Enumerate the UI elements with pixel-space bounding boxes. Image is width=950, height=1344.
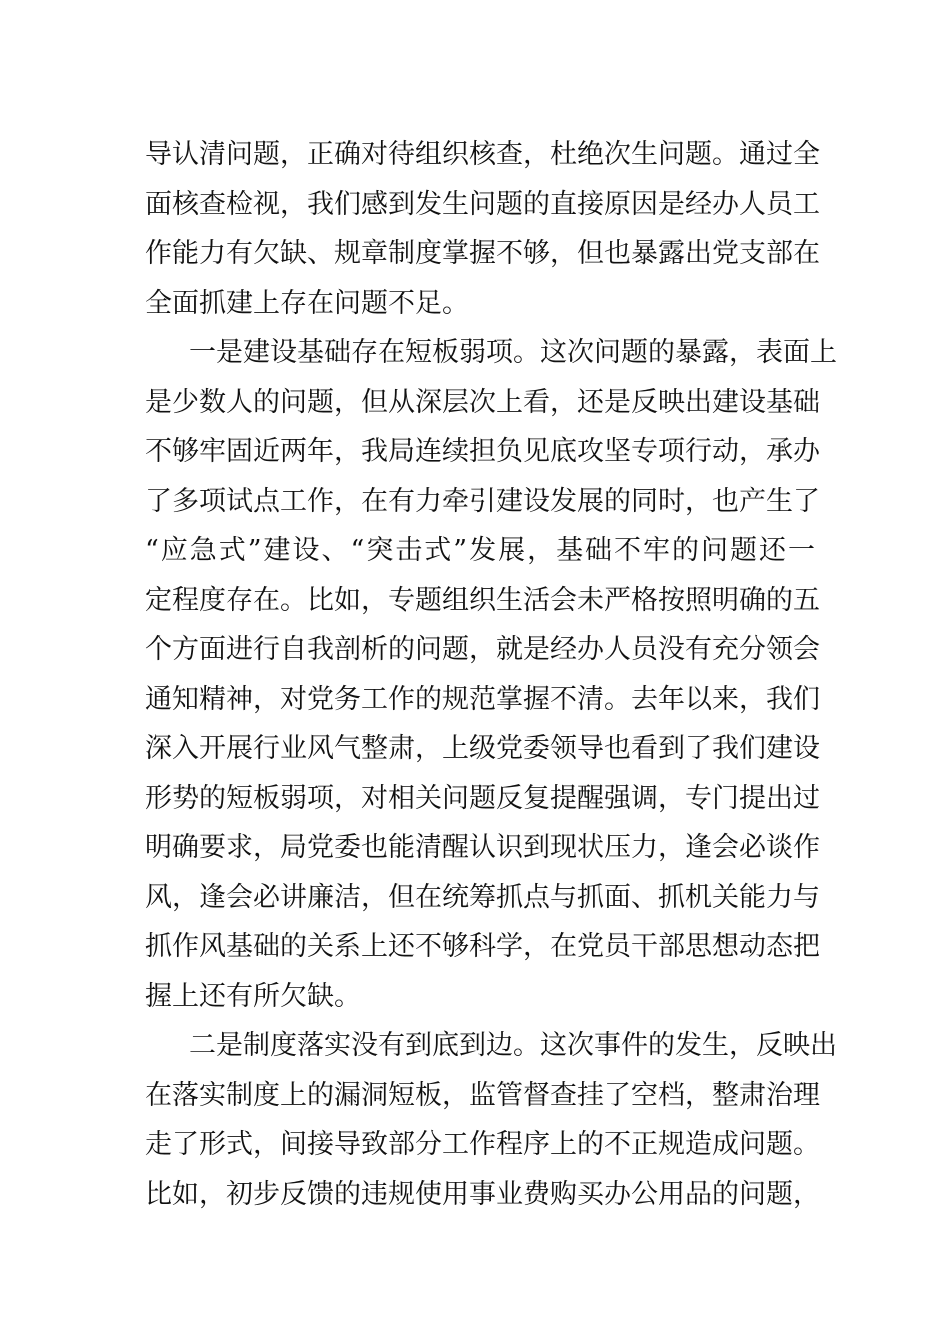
text-line: 深入开展行业风气整肃，上级党委领导也看到了我们建设: [145, 733, 820, 764]
text-line: 全面抓建上存在问题不足。: [145, 287, 469, 319]
text-line: “应急式”建设、“突击式”发展，基础不牢的问题还一: [145, 535, 815, 566]
text-line: 明确要求，局党委也能清醒认识到现状压力，逢会必谈作: [145, 832, 820, 863]
text-line: 不够牢固近两年，我局连续担负见底攻坚专项行动，承办: [145, 436, 820, 467]
text-line: 是少数人的问题，但从深层次上看，还是反映出建设基础: [145, 386, 820, 418]
body-text: [145, 130, 837, 1219]
text-line: 走了形式，间接导致部分工作程序上的不正规造成问题。: [145, 1129, 820, 1160]
text-line: 比如，初步反馈的违规使用事业费购买办公用品的问题，: [145, 1178, 820, 1210]
text-line: 作能力有欠缺、规章制度掌握不够，但也暴露出党支部在: [145, 238, 820, 269]
text-line: 风，逢会必讲廉洁，但在统筹抓点与抓面、抓机关能力与: [145, 881, 820, 913]
paragraph-start-line: 二是制度落实没有到底到边。这次事件的发生，反映出: [189, 1030, 837, 1061]
text-line: 通知精神，对党务工作的规范掌握不清。去年以来，我们: [145, 683, 820, 715]
text-line: 个方面进行自我剖析的问题，就是经办人员没有充分领会: [145, 634, 820, 665]
text-line: 形势的短板弱项，对相关问题反复提醒强调，专门提出过: [145, 782, 820, 814]
text-line: 定程度存在。比如，专题组织生活会未严格按照明确的五: [145, 584, 820, 616]
paragraph-start-line: 一是建设基础存在短板弱项。这次问题的暴露，表面上: [189, 337, 837, 368]
text-line: 面核查检视，我们感到发生问题的直接原因是经办人员工: [145, 188, 820, 220]
text-line: 在落实制度上的漏洞短板，监管督查挂了空档，整肃治理: [145, 1079, 820, 1111]
text-line: 导认清问题，正确对待组织核查，杜绝次生问题。通过全: [145, 139, 820, 170]
text-line: 了多项试点工作，在有力牵引建设发展的同时，也产生了: [145, 485, 820, 517]
text-line: 握上还有所欠缺。: [145, 980, 361, 1012]
text-line: 抓作风基础的关系上还不够科学，在党员干部思想动态把: [145, 931, 820, 962]
